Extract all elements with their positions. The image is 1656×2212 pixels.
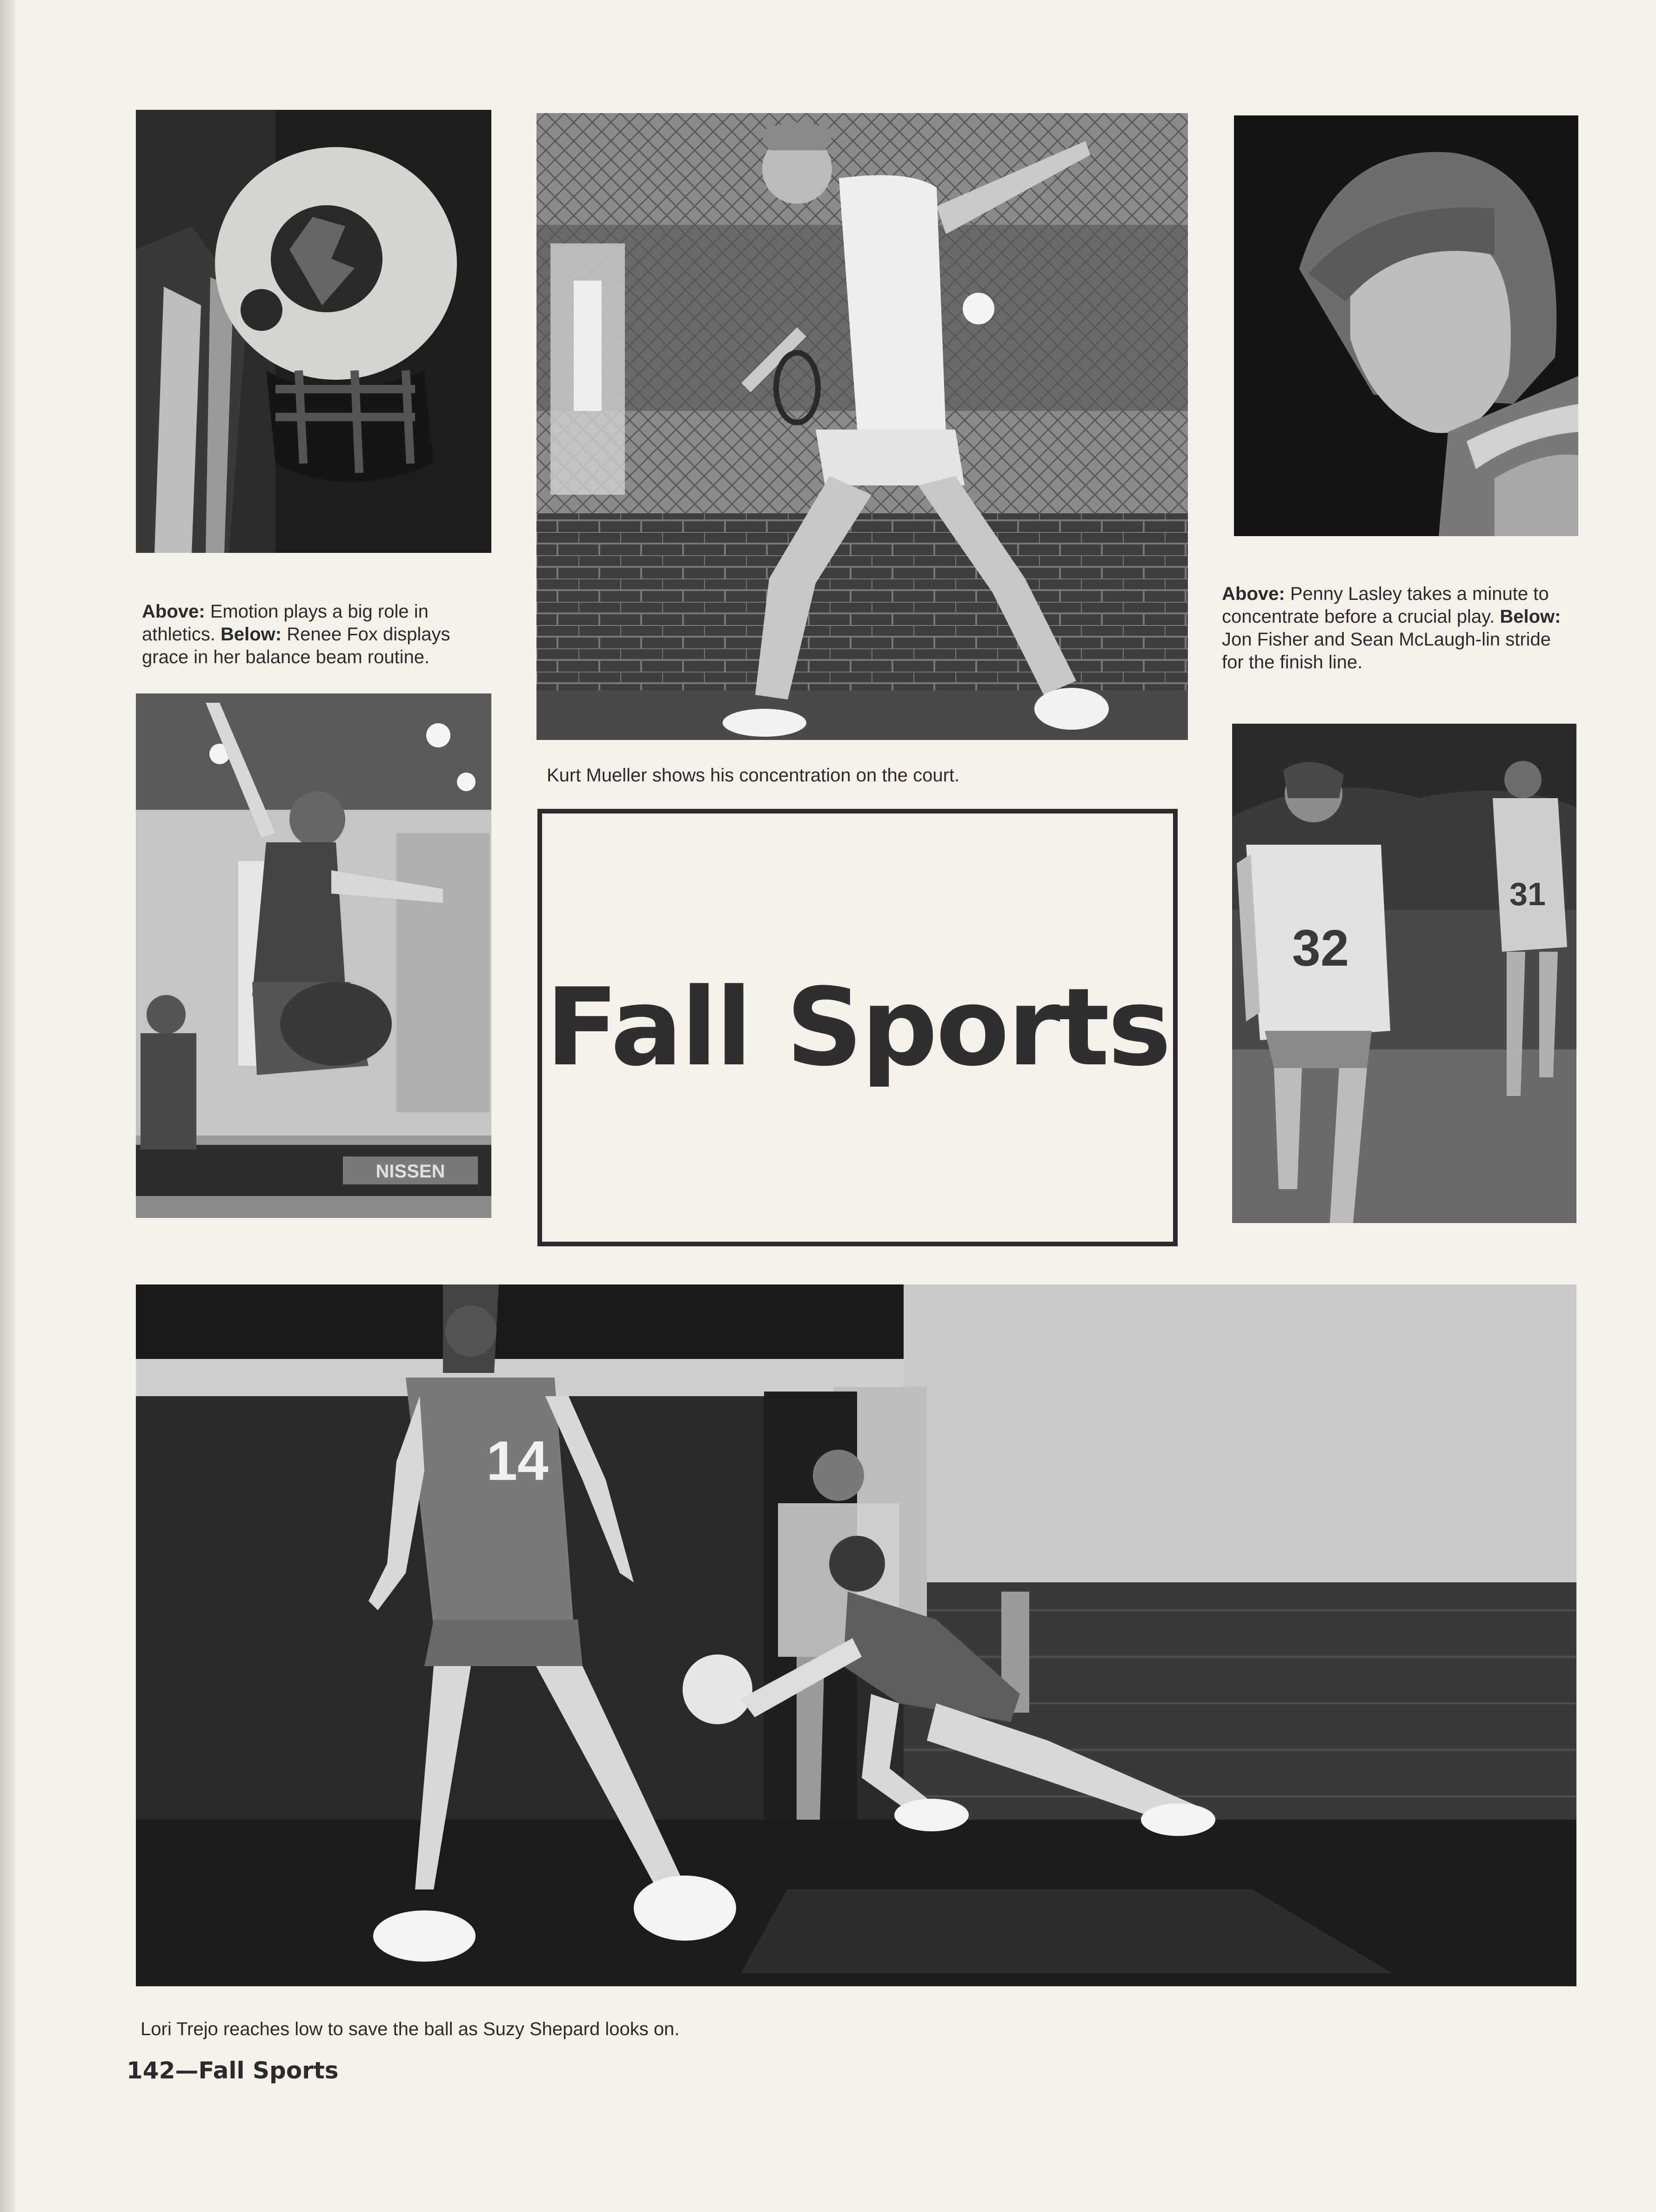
volleyball-caption: [141, 2018, 1350, 2041]
caption-below-text: Renee Fox displays grace in her balance beam routine.: [142, 624, 450, 667]
beam-brand-label: NISSEN: [375, 1161, 445, 1182]
football-helmet-photo: [136, 110, 491, 553]
runner-number-31: 31: [1509, 876, 1546, 912]
caption-below-label: Below:: [1500, 606, 1561, 627]
caption-above-text: Penny Lasley takes a minute to concentrate before a crucial play.: [1222, 584, 1549, 627]
volleyball-caption-text: Lori Trejo reaches low to save the ball as Suzy Shepard looks on.: [141, 2019, 680, 2039]
caption-above-text: Emotion plays a big role in athletics.: [142, 601, 429, 645]
caption-below-text: Jon Fisher and Sean McLaugh-lin stride for the finish line.: [1222, 629, 1551, 672]
jersey-number-14: 14: [486, 1430, 549, 1492]
volleyball-photo: [136, 1284, 1576, 1986]
caption-below-label: Below:: [220, 624, 282, 645]
cross-country-runners-photo: [1232, 724, 1576, 1223]
caption-above-label: Above:: [142, 601, 205, 622]
page-binding-edge: [0, 0, 15, 2212]
caption-above-label: Above:: [1222, 584, 1285, 604]
section-title: Fall Sports: [545, 965, 1170, 1090]
penny-lasley-photo: [1234, 115, 1578, 536]
tennis-player-photo: [536, 113, 1188, 740]
tennis-caption: [547, 764, 1189, 787]
section-title-box: [537, 809, 1178, 1246]
right-photos-caption: [1222, 583, 1562, 674]
tennis-caption-text: Kurt Mueller shows his concentration on the court.: [547, 765, 960, 786]
page-folio: 142—Fall Sports: [127, 2057, 339, 2084]
balance-beam-photo: [136, 693, 491, 1218]
left-photos-caption: [142, 600, 479, 669]
runner-number-32: 32: [1292, 920, 1349, 977]
